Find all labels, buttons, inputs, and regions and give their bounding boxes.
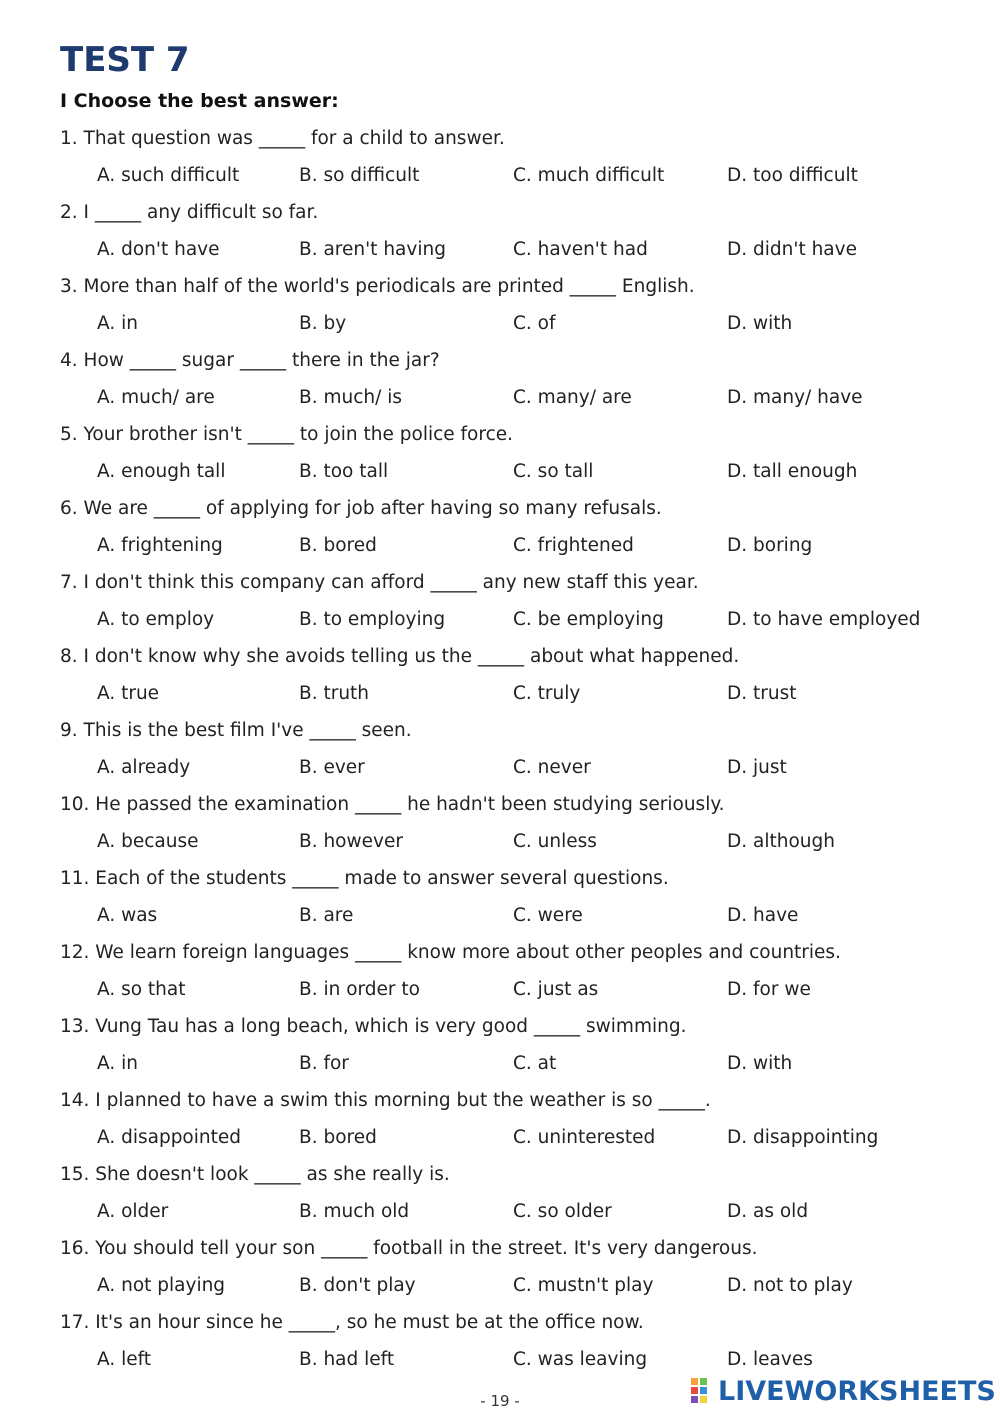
question-stem: 5. Your brother isn't _____ to join the police force.	[60, 424, 514, 445]
option-c[interactable]: C. haven't had	[513, 239, 648, 260]
option-a[interactable]: A. don't have	[97, 239, 220, 260]
option-a[interactable]: A. already	[97, 757, 191, 778]
question-13	[60, 1010, 960, 1084]
question-4	[60, 344, 960, 418]
answer-options	[60, 313, 960, 341]
option-d[interactable]: D. disappointing	[727, 1127, 879, 1148]
option-c[interactable]: C. many/ are	[513, 387, 632, 408]
question-14	[60, 1084, 960, 1158]
option-b[interactable]: B. bored	[299, 1127, 377, 1148]
option-c[interactable]: C. at	[513, 1053, 557, 1074]
option-a[interactable]: A. in	[97, 1053, 138, 1074]
question-1	[60, 122, 960, 196]
option-a[interactable]: A. much/ are	[97, 387, 215, 408]
question-stem: 11. Each of the students _____ made to answer several questions.	[60, 868, 669, 889]
liveworksheets-logo-icon	[690, 1376, 716, 1406]
option-c[interactable]: C. unless	[513, 831, 597, 852]
option-b[interactable]: B. aren't having	[299, 239, 446, 260]
option-b[interactable]: B. by	[299, 313, 347, 334]
answer-options	[60, 165, 960, 193]
question-stem: 1. That question was _____ for a child to answer.	[60, 128, 505, 149]
option-d[interactable]: D. many/ have	[727, 387, 863, 408]
option-a[interactable]: A. frightening	[97, 535, 223, 556]
option-a[interactable]: A. in	[97, 313, 138, 334]
option-a[interactable]: A. true	[97, 683, 160, 704]
question-6	[60, 492, 960, 566]
option-d[interactable]: D. just	[727, 757, 787, 778]
option-b[interactable]: B. ever	[299, 757, 365, 778]
question-15	[60, 1158, 960, 1232]
question-10	[60, 788, 960, 862]
test-title: TEST 7	[60, 40, 190, 80]
option-a[interactable]: A. disappointed	[97, 1127, 241, 1148]
option-b[interactable]: B. don't play	[299, 1275, 416, 1296]
question-11	[60, 862, 960, 936]
question-9	[60, 714, 960, 788]
option-c[interactable]: C. truly	[513, 683, 581, 704]
option-b[interactable]: B. much/ is	[299, 387, 402, 408]
option-a[interactable]: A. not playing	[97, 1275, 226, 1296]
question-stem: 9. This is the best film I've _____ seen.	[60, 720, 412, 741]
question-stem: 10. He passed the examination _____ he hadn't been studying seriously.	[60, 794, 725, 815]
option-a[interactable]: A. so that	[97, 979, 186, 1000]
answer-options	[60, 1053, 960, 1081]
option-b[interactable]: B. truth	[299, 683, 370, 704]
option-a[interactable]: A. enough tall	[97, 461, 226, 482]
question-stem: 17. It's an hour since he _____, so he must be at the office now.	[60, 1312, 644, 1333]
question-stem: 16. You should tell your son _____ football in the street. It's very dangerous.	[60, 1238, 758, 1259]
option-d[interactable]: D. although	[727, 831, 835, 852]
option-d[interactable]: D. with	[727, 1053, 793, 1074]
option-b[interactable]: B. for	[299, 1053, 349, 1074]
option-c[interactable]: C. much difficult	[513, 165, 665, 186]
answer-options	[60, 1127, 960, 1155]
question-stem: 4. How _____ sugar _____ there in the jar?	[60, 350, 440, 371]
option-c[interactable]: C. never	[513, 757, 591, 778]
question-stem: 14. I planned to have a swim this morning but the weather is so _____.	[60, 1090, 711, 1111]
question-stem: 8. I don't know why she avoids telling us the _____ about what happened.	[60, 646, 740, 667]
question-3	[60, 270, 960, 344]
answer-options	[60, 535, 960, 563]
question-16	[60, 1232, 960, 1306]
option-d[interactable]: D. leaves	[727, 1349, 813, 1370]
option-b[interactable]: B. to employing	[299, 609, 446, 630]
option-c[interactable]: C. were	[513, 905, 583, 926]
answer-options	[60, 609, 960, 637]
option-b[interactable]: B. so difficult	[299, 165, 420, 186]
option-a[interactable]: A. older	[97, 1201, 169, 1222]
option-c[interactable]: C. so tall	[513, 461, 594, 482]
page-number: - 19 -	[480, 1392, 520, 1410]
liveworksheets-logo-text: LIVEWORKSHEETS	[718, 1375, 996, 1407]
option-a[interactable]: A. left	[97, 1349, 152, 1370]
liveworksheets-logo[interactable]	[690, 1374, 996, 1408]
option-d[interactable]: D. have	[727, 905, 799, 926]
question-stem: 15. She doesn't look _____ as she really is.	[60, 1164, 450, 1185]
option-a[interactable]: A. to employ	[97, 609, 215, 630]
answer-options	[60, 239, 960, 267]
option-c[interactable]: C. be employing	[513, 609, 664, 630]
question-stem: 3. More than half of the world's periodicals are printed _____ English.	[60, 276, 695, 297]
answer-options	[60, 905, 960, 933]
question-stem: 2. I _____ any difficult so far.	[60, 202, 319, 223]
question-stem: 7. I don't think this company can afford _____ any new staff this year.	[60, 572, 699, 593]
option-a[interactable]: A. was	[97, 905, 158, 926]
option-b[interactable]: B. in order to	[299, 979, 420, 1000]
answer-options	[60, 387, 960, 415]
option-d[interactable]: D. trust	[727, 683, 797, 704]
option-b[interactable]: B. much old	[299, 1201, 410, 1222]
option-b[interactable]: B. too tall	[299, 461, 389, 482]
question-5	[60, 418, 960, 492]
option-d[interactable]: D. tall enough	[727, 461, 858, 482]
question-7	[60, 566, 960, 640]
answer-options	[60, 757, 960, 785]
option-a[interactable]: A. such difficult	[97, 165, 240, 186]
option-c[interactable]: C. just as	[513, 979, 599, 1000]
option-a[interactable]: A. because	[97, 831, 199, 852]
answer-options	[60, 1201, 960, 1229]
option-b[interactable]: B. had left	[299, 1349, 395, 1370]
section-heading: I Choose the best answer:	[60, 90, 339, 112]
answer-options	[60, 1349, 960, 1377]
option-d[interactable]: D. with	[727, 313, 793, 334]
answer-options	[60, 979, 960, 1007]
option-d[interactable]: D. for we	[727, 979, 811, 1000]
option-d[interactable]: D. too difficult	[727, 165, 858, 186]
answer-options	[60, 683, 960, 711]
question-17	[60, 1306, 960, 1380]
option-b[interactable]: B. bored	[299, 535, 377, 556]
option-d[interactable]: D. to have employed	[727, 609, 921, 630]
option-b[interactable]: B. are	[299, 905, 354, 926]
option-d[interactable]: D. didn't have	[727, 239, 857, 260]
option-d[interactable]: D. as old	[727, 1201, 809, 1222]
question-stem: 13. Vung Tau has a long beach, which is very good _____ swimming.	[60, 1016, 687, 1037]
answer-options	[60, 831, 960, 859]
question-stem: 12. We learn foreign languages _____ know more about other peoples and countries.	[60, 942, 841, 963]
question-list	[60, 122, 960, 1380]
question-2	[60, 196, 960, 270]
option-c[interactable]: C. so older	[513, 1201, 612, 1222]
question-8	[60, 640, 960, 714]
option-c[interactable]: C. was leaving	[513, 1349, 648, 1370]
option-c[interactable]: C. uninterested	[513, 1127, 656, 1148]
option-d[interactable]: D. boring	[727, 535, 813, 556]
option-b[interactable]: B. however	[299, 831, 403, 852]
option-c[interactable]: C. mustn't play	[513, 1275, 654, 1296]
option-d[interactable]: D. not to play	[727, 1275, 853, 1296]
option-c[interactable]: C. frightened	[513, 535, 634, 556]
answer-options	[60, 461, 960, 489]
question-12	[60, 936, 960, 1010]
answer-options	[60, 1275, 960, 1303]
question-stem: 6. We are _____ of applying for job after having so many refusals.	[60, 498, 662, 519]
option-c[interactable]: C. of	[513, 313, 556, 334]
